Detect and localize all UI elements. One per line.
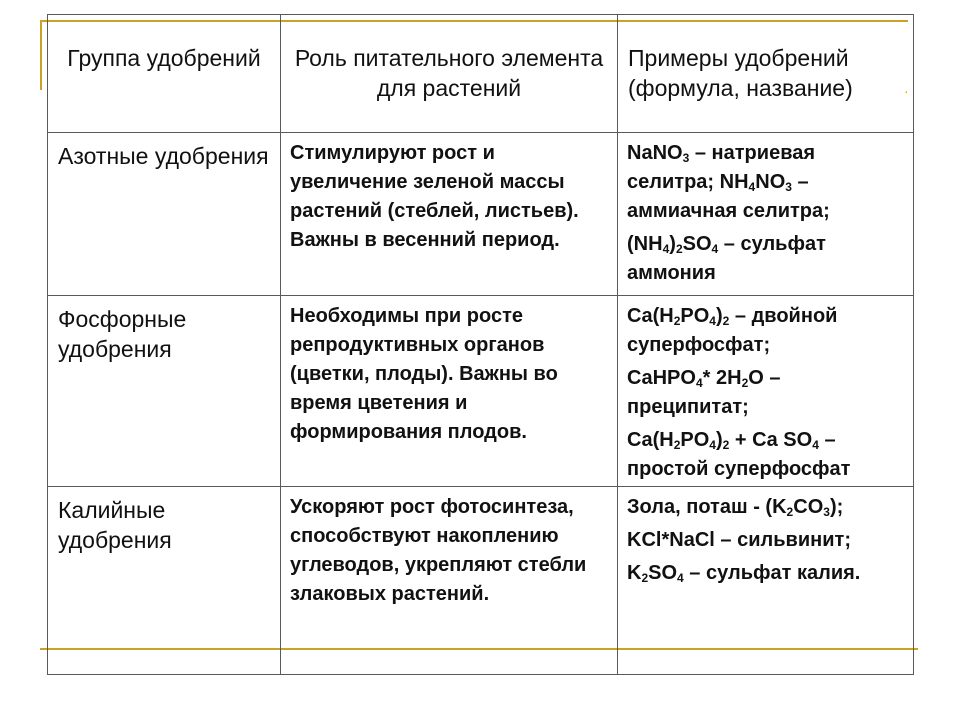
example-line: $Ca(H_2PO_4)_2 + Ca$ $SO_4$ – простой суперфосфат: [627, 429, 851, 480]
decor-line-left: [40, 20, 42, 90]
table-row: [48, 487, 914, 675]
examples-cell: [618, 487, 914, 675]
header-examples: [618, 15, 914, 133]
role-cell: [281, 133, 618, 296]
example-line: $(NH_4)_2SO_4$ – сульфат аммония: [627, 233, 826, 284]
decor-dot: ·: [904, 83, 909, 99]
header-role: [281, 15, 618, 133]
table-row: [48, 133, 914, 296]
role-cell: [281, 487, 618, 675]
group-cell: [48, 487, 281, 675]
example-line: $Ca(H_2PO_4)_2$ – двойной суперфосфат;: [627, 305, 838, 356]
role-text: Стимулируют рост и увеличение зеленой массы растений (стеблей, листьев). Важны в весенний период.: [290, 142, 579, 251]
table-header-row: [48, 15, 914, 133]
examples-cell: [618, 296, 914, 487]
table-row: [48, 296, 914, 487]
header-examples-label: Примеры удобрений (формула, название): [628, 45, 853, 101]
example-line: $K_2SO_4$ – сульфат калия.: [627, 562, 861, 585]
fertilizer-table: [47, 14, 914, 675]
group-name: Фосфорные удобрения: [58, 306, 187, 362]
group-cell: [48, 296, 281, 487]
header-role-label: Роль питательного элемента для растений: [294, 45, 604, 101]
header-group: [48, 15, 281, 133]
group-cell: [48, 133, 281, 296]
example-line: CaHPO$_4$* $2H_2O$ – преципитат;: [627, 367, 781, 418]
group-name: Азотные удобрения: [58, 143, 269, 169]
example-line: KCl*NaCl – сильвинит;: [627, 529, 851, 551]
example-line: NaNO$_3$ – натриевая селитра; $NH_4NO_3$ – аммиачная селитра;: [627, 142, 830, 222]
example-line: Зола, поташ - $(K_2CO_3)$;: [627, 496, 844, 519]
examples-cell: [618, 133, 914, 296]
role-text: Ускоряют рост фотосинтеза, способствуют накоплению углеводов, укрепляют стебли злаковых растений.: [290, 496, 587, 605]
header-group-label: Группа удобрений: [67, 45, 261, 71]
role-text: Необходимы при росте репродуктивных органов (цветки, плоды). Важны во время цветения и формирования плодов.: [290, 305, 558, 443]
group-name: Калийные удобрения: [58, 497, 172, 553]
role-cell: [281, 296, 618, 487]
